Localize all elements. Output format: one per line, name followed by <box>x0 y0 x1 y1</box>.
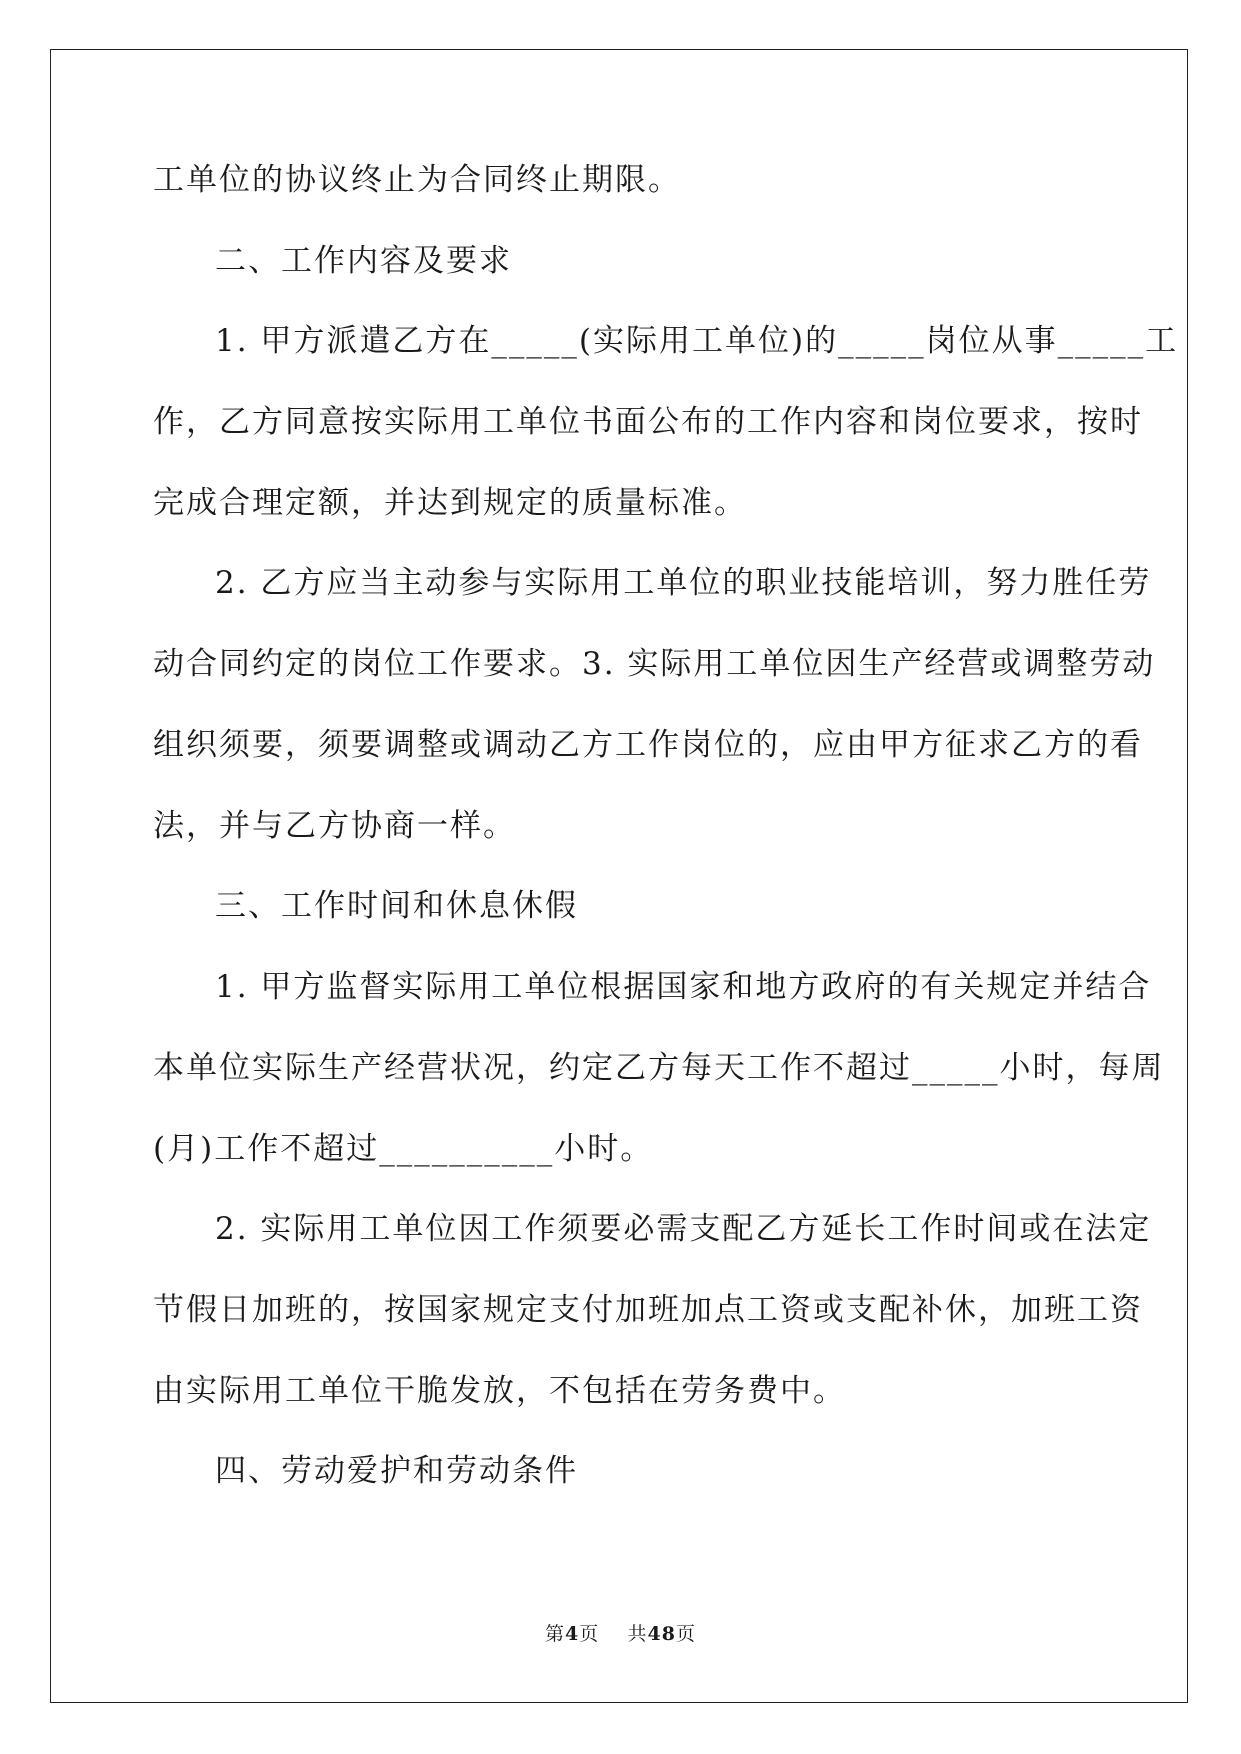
footer-total-prefix: 共 <box>627 1623 648 1645</box>
paragraph-line: 2. 实际用工单位因工作须要必需支配乙方延长工作时间或在法定 <box>215 1211 1152 1247</box>
current-page-number: 4 <box>565 1623 580 1645</box>
paragraph-line: 组织须要，须要调整或调动乙方工作岗位的，应由甲方征求乙方的看 <box>153 727 1143 763</box>
footer-total-suffix: 页 <box>675 1623 696 1645</box>
paragraph-line: 法，并与乙方协商一样。 <box>153 808 516 844</box>
total-page-count: 48 <box>647 1623 676 1645</box>
paragraph-line: 节假日加班的，按国家规定支付加班加点工资或支配补休，加班工资 <box>153 1292 1143 1328</box>
paragraph-line: (月)工作不超过__________小时。 <box>153 1131 654 1167</box>
paragraph-line: 2. 乙方应当主动参与实际用工单位的职业技能培训，努力胜任劳 <box>215 565 1152 601</box>
paragraph-line: 动合同约定的岗位工作要求。3. 实际用工单位因生产经营或调整劳动 <box>153 646 1156 682</box>
section-heading: 四、劳动爱护和劳动条件 <box>215 1453 578 1489</box>
footer-prefix: 第 <box>545 1623 566 1645</box>
paragraph-line: 由实际用工单位干脆发放，不包括在劳务费中。 <box>153 1373 846 1409</box>
paragraph-line: 作，乙方同意按实际用工单位书面公布的工作内容和岗位要求，按时 <box>153 404 1143 440</box>
footer-page-suffix: 页 <box>579 1623 600 1645</box>
paragraph-line: 1. 甲方派遣乙方在_____(实际用工单位)的_____岗位从事_____工 <box>215 323 1179 359</box>
paragraph-line: 完成合理定额，并达到规定的质量标准。 <box>153 485 747 521</box>
section-heading: 三、工作时间和休息休假 <box>215 888 578 924</box>
section-heading: 二、工作内容及要求 <box>215 243 512 279</box>
paragraph-line: 工单位的协议终止为合同终止期限。 <box>153 162 681 198</box>
page-footer <box>0 1622 1241 1646</box>
paragraph-line: 1. 甲方监督实际用工单位根据国家和地方政府的有关规定并结合 <box>215 969 1152 1005</box>
paragraph-line: 本单位实际生产经营状况，约定乙方每天工作不超过_____小时，每周 <box>153 1050 1165 1086</box>
